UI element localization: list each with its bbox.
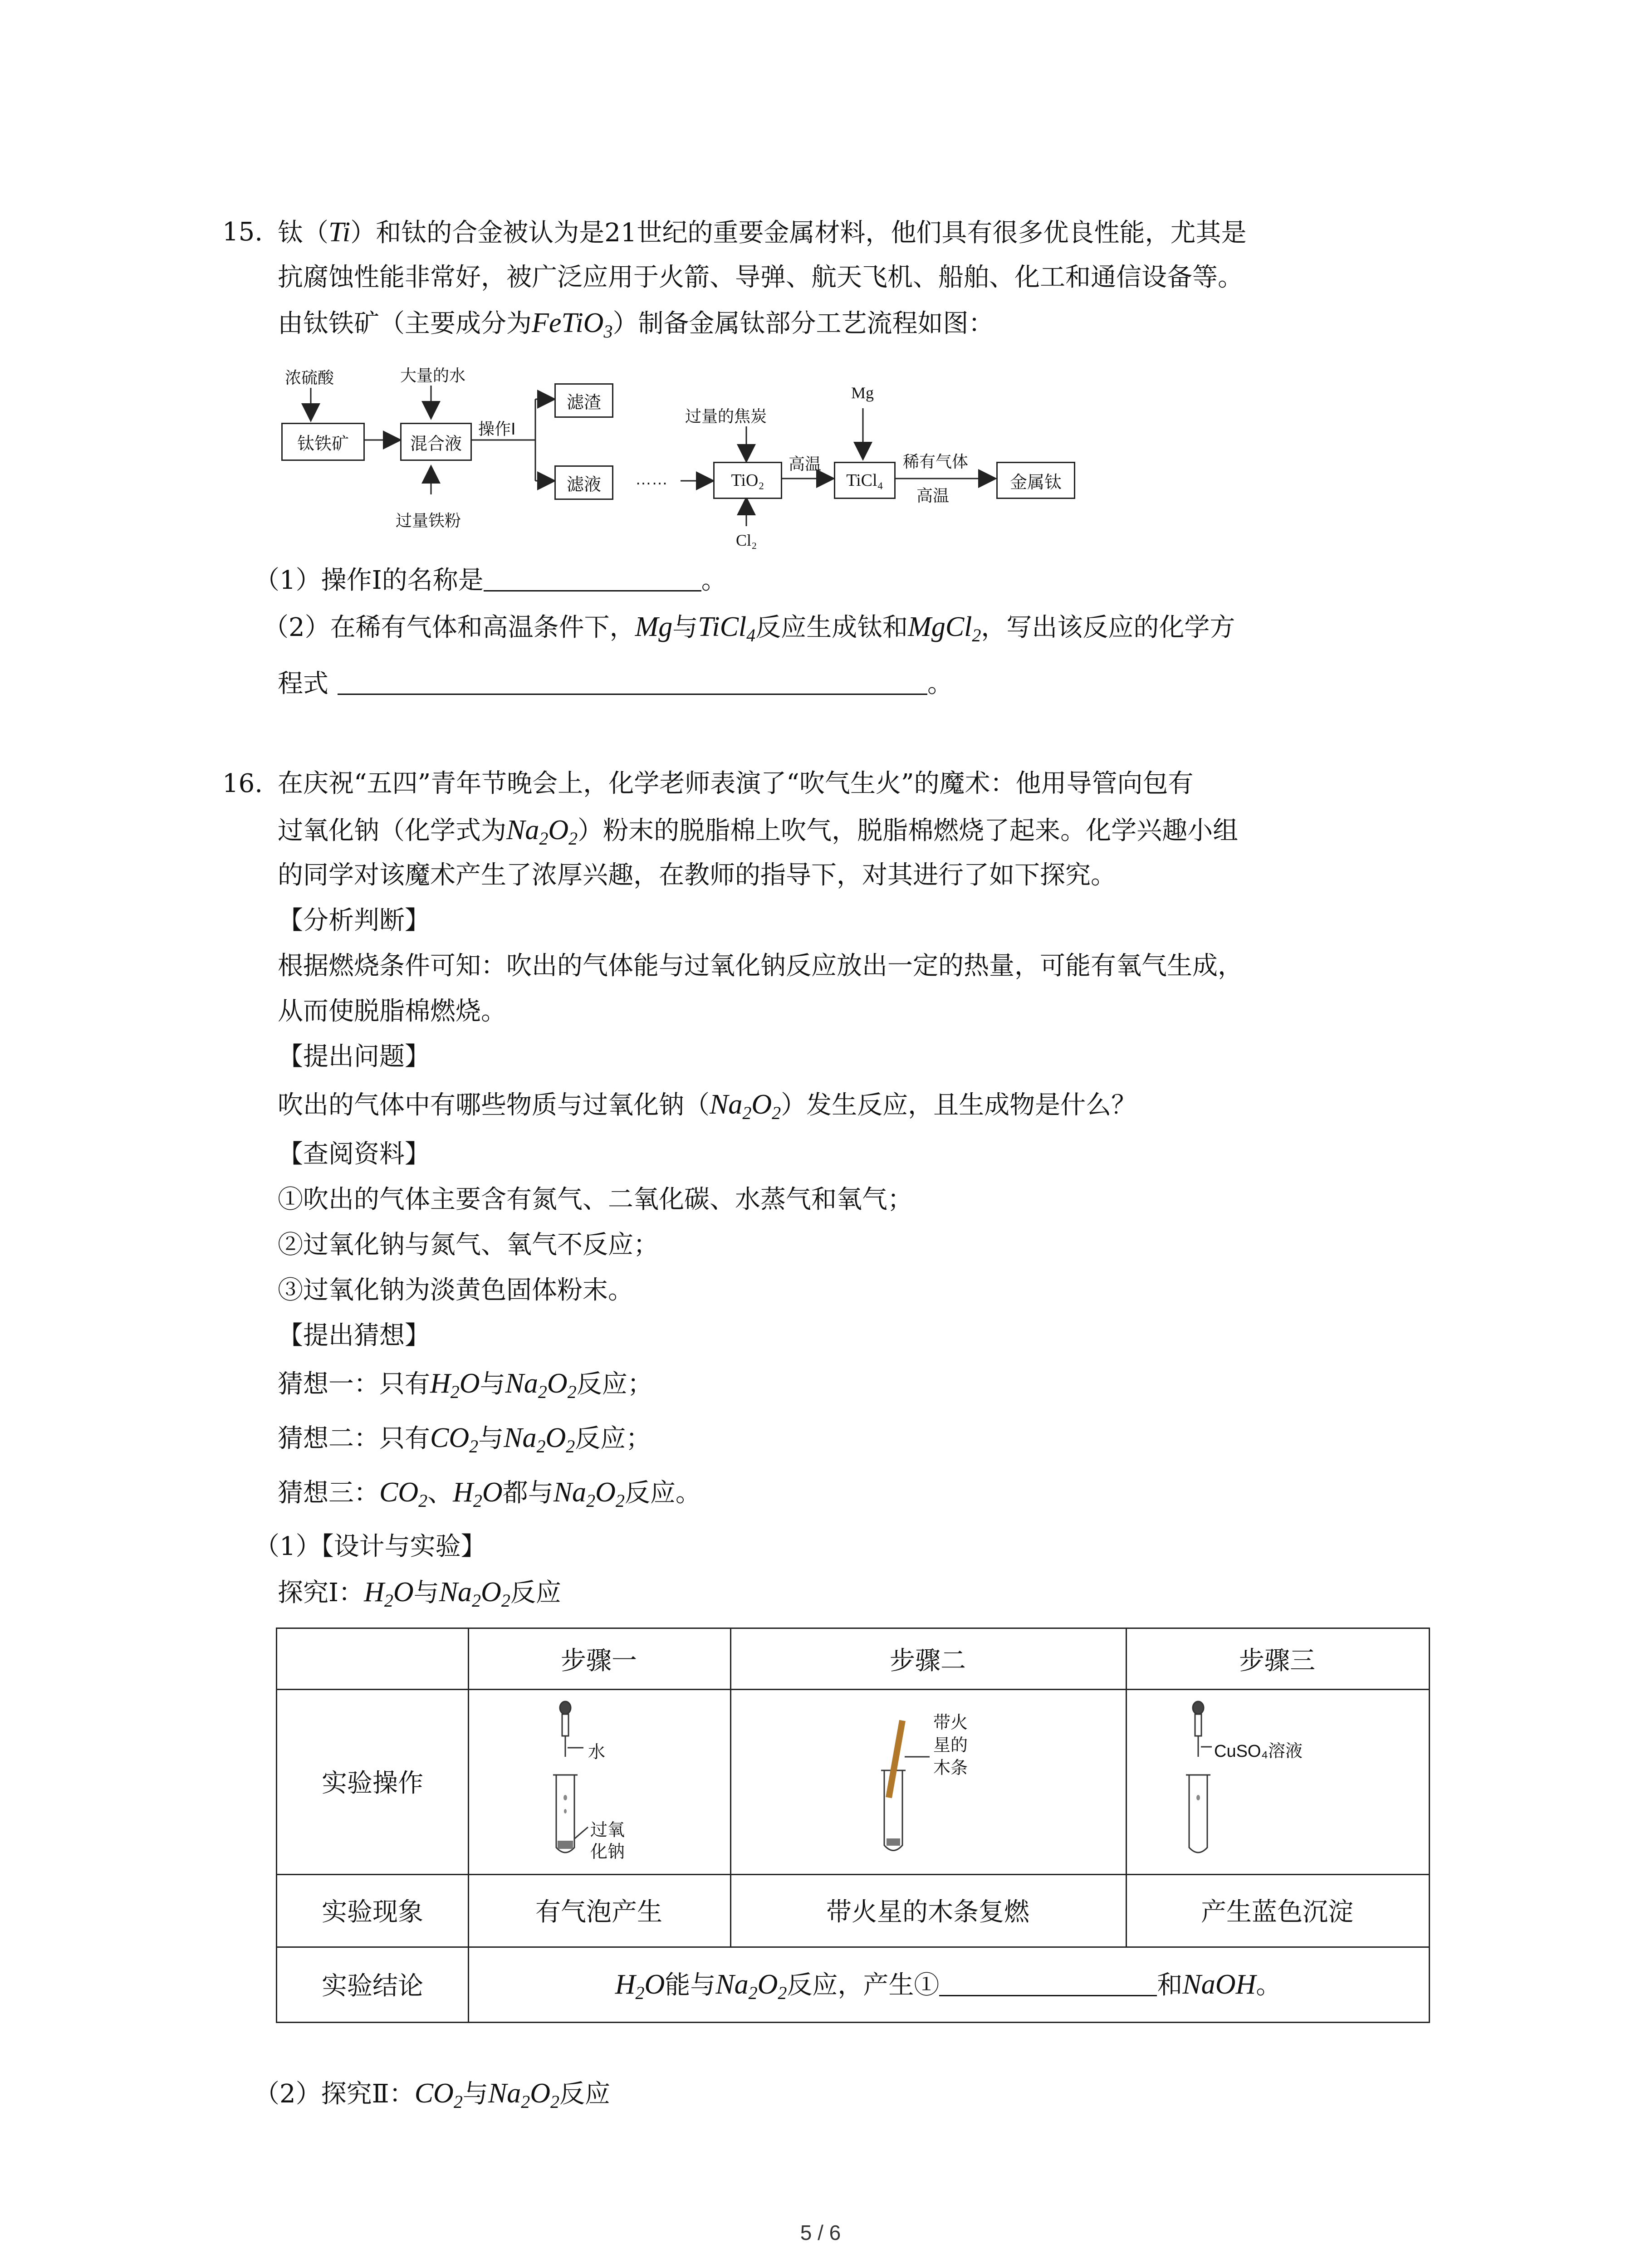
heading-data: 【查阅资料】 <box>278 1139 430 1169</box>
process-flowchart <box>277 358 1139 558</box>
reagent-coke-label: 过量的焦炭 <box>685 407 767 425</box>
sub2-heading: （2）探究Ⅱ：$CO_2$与$Na_2O_2$反应 <box>254 2078 610 2112</box>
heading-question: 【提出问题】 <box>278 1042 430 1071</box>
answer-blank-equation[interactable] <box>338 668 927 695</box>
box-tio2: TiO₂ <box>713 462 782 499</box>
row-label-operation: 实验操作 <box>322 1769 423 1798</box>
condition-high-temp-1: 高温 <box>789 455 822 473</box>
label-sodium-peroxide: 过氧 化钠 <box>590 1821 625 1862</box>
label-copper-sulfate: CuSO₄溶液 <box>1214 1742 1303 1761</box>
label-water: 水 <box>588 1743 606 1762</box>
observation-step2: 带火星的木条复燃 <box>826 1897 1029 1927</box>
dropper-copper-sulfate-icon <box>1126 1689 1429 1874</box>
q16-line1: 在庆祝“五四”青年节晚会上，化学老师表演了“吹气生火”的魔术：他用导管向包有 <box>278 769 1194 798</box>
q15-sub1: （1）操作Ⅰ的名称是 。 <box>254 566 727 595</box>
observation-step1: 有气泡产生 <box>535 1897 662 1927</box>
answer-blank-operation[interactable] <box>484 565 701 591</box>
table-header-step2: 步骤二 <box>890 1646 966 1676</box>
row-label-conclusion: 实验结论 <box>322 1971 423 2001</box>
analysis-line1: 根据燃烧条件可知：吹出的气体能与过氧化钠反应放出一定的热量，可能有氧气生成， <box>278 951 1243 981</box>
box-ilmenite: 钛铁矿 <box>281 423 365 461</box>
label-glowing-splint: 带火 星的 木条 <box>933 1713 968 1778</box>
data-item-3: ③过氧化钠为淡黄色固体粉末。 <box>278 1276 633 1305</box>
table-header-step1: 步骤一 <box>561 1646 637 1676</box>
heading-guess: 【提出猜想】 <box>278 1321 430 1350</box>
page-number: 5 / 6 <box>800 2221 841 2244</box>
box-residue: 滤渣 <box>554 383 613 418</box>
analysis-line2: 从而使脱脂棉燃烧。 <box>278 997 506 1026</box>
step2-illustration <box>730 1689 1126 1874</box>
guess-1: 猜想一：只有$H_2O$与$Na_2O_2$反应； <box>278 1368 653 1402</box>
step3-illustration <box>1126 1689 1429 1874</box>
box-mixture: 混合液 <box>400 423 472 461</box>
experiment-table <box>276 1628 1430 2023</box>
q15-line2: 抗腐蚀性能非常好，被广泛应用于火箭、导弹、航天飞机、船舶、化工和通信设备等。 <box>278 263 1243 292</box>
observation-step3: 产生蓝色沉淀 <box>1201 1897 1353 1927</box>
reagent-iron-label: 过量铁粉 <box>396 511 461 530</box>
reagent-mg-label: Mg <box>851 384 874 402</box>
box-filtrate: 滤液 <box>554 465 613 500</box>
step1-illustration <box>468 1689 730 1874</box>
q16-number: 16. <box>222 769 263 798</box>
explore-1-heading: 探究Ⅰ：$H_2O$与$Na_2O_2$反应 <box>278 1577 561 1611</box>
box-ticl4: TiCl₄ <box>834 462 896 499</box>
condition-high-temp-2: 高温 <box>916 486 950 505</box>
condition-noble-gas: 稀有气体 <box>903 452 969 471</box>
heading-analysis: 【分析判断】 <box>278 906 430 935</box>
data-item-2: ②过氧化钠与氮气、氧气不反应； <box>278 1230 659 1260</box>
conclusion-text: $H_2O$能与$Na_2O_2$反应，产生① 和NaOH。 <box>615 1969 1282 2003</box>
reagent-cl2-label: Cl₂ <box>736 531 757 549</box>
question-line: 吹出的气体中有哪些物质与过氧化钠$(Na_2O_2)$发生反应，且生成物是什么？ <box>278 1089 1137 1123</box>
reagent-acid-label: 浓硫酸 <box>285 368 334 387</box>
operation-1-label: 操作Ⅰ <box>478 420 516 438</box>
row-label-phenomenon: 实验现象 <box>322 1897 423 1927</box>
q15-sub2: （2）在稀有气体和高温条件下，Mg与TiCl$_4$反应生成钛和MgCl$_2$，写出该反应的化学方 <box>263 611 1235 645</box>
data-item-1: ①吹出的气体主要含有氮气、二氧化碳、水蒸气和氧气； <box>278 1185 913 1214</box>
q15-line1: 钛（Ti）和钛的合金被认为是21世纪的重要金属材料，他们具有很多优良性能，尤其是 <box>278 217 1247 248</box>
q16-line3: 的同学对该魔术产生了浓厚兴趣，在教师的指导下，对其进行了如下探究。 <box>278 860 1116 890</box>
sub1-heading: （1）【设计与实验】 <box>254 1532 486 1561</box>
q15-line3: 由钛铁矿（主要成分为FeTiO$_3$）制备金属钛部分工艺流程如图： <box>278 308 994 342</box>
guess-3: 猜想三：$CO_2$、$H_2O$都与$Na_2O_2$反应。 <box>278 1477 701 1511</box>
answer-blank-product[interactable] <box>939 1970 1157 1996</box>
q15-number: 15. <box>222 217 263 247</box>
flow-dots: …… <box>635 469 668 488</box>
guess-2: 猜想二：只有$CO_2$与$Na_2O_2$反应； <box>278 1422 652 1457</box>
reagent-water-label: 大量的水 <box>400 366 466 385</box>
q15-sub2-line2: 程式 。 <box>278 669 953 699</box>
box-titanium-metal: 金属钛 <box>996 462 1075 499</box>
glowing-splint-icon <box>730 1689 1126 1874</box>
table-header-step3: 步骤三 <box>1239 1646 1315 1676</box>
q16-line2: 过氧化钠（化学式为$Na_2O_2$）粉末的脱脂棉上吹气，脱脂棉燃烧了起来。化学兴趣小组 <box>278 815 1239 849</box>
